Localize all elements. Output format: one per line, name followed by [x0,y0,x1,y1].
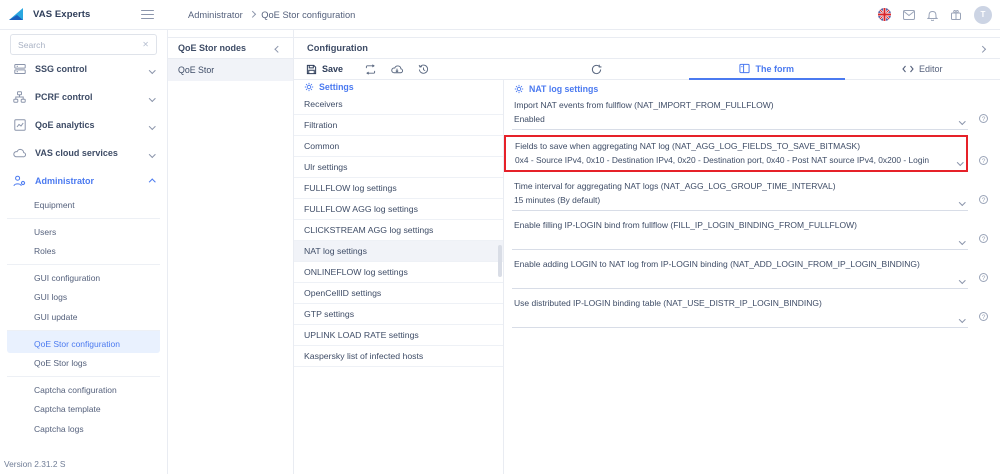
chevron-icon [150,64,155,74]
mail-icon[interactable] [903,10,915,20]
settings-list [294,94,503,367]
clear-search-icon[interactable]: ✕ [142,40,149,49]
sidebar-item-vas-cloud-services[interactable]: VAS cloud services [0,139,167,167]
settings-item-nat-log-settings[interactable]: NAT log settings [294,241,503,262]
settings-item-fullflow-log-settings[interactable]: FULLFLOW log settings [294,178,503,199]
chevron-icon [150,148,155,158]
topbar-brand-area [0,0,168,29]
save-icon [306,64,317,75]
save-button[interactable]: Save [306,64,343,75]
nodes-panel-title: QoE Stor nodes [178,43,247,53]
help-icon[interactable]: ? [968,156,990,172]
form-field-fields-to-save-when-aggregating-nat-log-nat-agg-log-fields-to-save-bitmask[interactable] [512,135,990,172]
breadcrumb-item-administrator[interactable]: Administrator [188,9,243,20]
settings-item-filtration[interactable]: Filtration [294,115,503,136]
sidebar-nav [0,55,167,195]
topbar [0,0,1000,30]
vas-experts-logo-icon [8,7,28,22]
form-field-use-distributed-ip-login-binding-table-nat-use-distr-ip-login-binding[interactable] [512,294,990,328]
settings-item-receivers[interactable]: Receivers [294,94,503,115]
settings-item-ulr-settings[interactable]: Ulr settings [294,157,503,178]
sidebar-item-gui-configuration[interactable]: GUI configuration [7,264,160,287]
nodes-panel [168,30,294,474]
field-label: Enable adding LOGIN to NAT log from IP-LOGIN binding (NAT_ADD_LOGIN_FROM_IP_LOGIN_BINDING) [514,259,920,269]
form-field-enable-filling-ip-login-bind-from-fullflow-fill-ip-login-binding-from-fullflow[interactable] [512,216,990,250]
field-value [514,234,966,245]
help-icon[interactable]: ? [968,195,990,211]
repeat-icon[interactable] [365,64,376,75]
brand[interactable] [8,7,90,22]
sidebar-item-administrator[interactable]: Administrator [0,167,167,195]
content-row [294,80,1000,474]
section-icon [13,119,26,131]
gear-icon [304,82,314,92]
field-value: 0x4 - Source IPv4, 0x10 - Destination IPv4, 0x20 - Destination port, 0x40 - Post NAT source IPv4, 0x200 - Login [515,155,929,165]
topbar-icons [878,6,992,24]
chevron-icon [150,120,155,130]
expand-panel-icon[interactable] [977,40,988,56]
configuration-header [294,37,1000,59]
hamburger-menu-icon[interactable] [139,8,156,22]
settings-nav [294,80,504,474]
sidebar-item-captcha-logs[interactable]: Captcha logs [34,424,84,434]
main-panel [294,30,1000,474]
form-field-enable-adding-login-to-nat-log-from-ip-login-binding-nat-add-login-from-ip-login-binding[interactable] [512,255,990,289]
section-icon [13,175,26,187]
settings-item-kaspersky-list-of-infected-hosts[interactable]: Kaspersky list of infected hosts [294,346,503,367]
sidebar-item-pcrf-control[interactable]: PCRF control [0,83,167,111]
chevron-icon [150,92,155,102]
topbar-main-area [168,0,1000,29]
toolbar-icons [365,64,429,75]
settings-item-clickstream-agg-log-settings[interactable]: CLICKSTREAM AGG log settings [294,220,503,241]
history-icon[interactable] [418,64,429,75]
settings-item-onlineflow-log-settings[interactable]: ONLINEFLOW log settings [294,262,503,283]
toolbar [294,59,1000,80]
refresh-icon[interactable] [591,64,602,75]
sidebar-item-equipment[interactable]: Equipment [34,200,75,210]
node-item-qoe-stor[interactable]: QoE Stor [168,59,293,81]
brand-name: VAS Experts [33,9,91,20]
field-value: Enabled [514,114,545,124]
scrollbar-thumb[interactable] [498,245,502,277]
field-label: Import NAT events from fullflow (NAT_IMPORT_FROM_FULLFLOW) [514,100,774,110]
sidebar-item-qoe-stor-logs[interactable]: QoE Stor logs [34,358,87,368]
field-value [514,312,966,323]
sidebar-item-captcha-configuration[interactable]: Captcha configuration [7,376,160,399]
tab-editor[interactable]: Editor [845,59,1000,80]
sidebar-item-qoe-stor-configuration[interactable]: QoE Stor configuration [7,330,160,353]
chevron-icon [150,176,155,186]
settings-nav-header: Settings [294,80,503,94]
section-icon [13,63,26,75]
avatar[interactable]: T [974,6,992,24]
tab-icon [902,64,914,74]
gear-icon [514,84,524,94]
language-flag-icon[interactable] [878,8,891,21]
sidebar-item-captcha-template[interactable]: Captcha template [34,404,101,414]
field-label: Time interval for aggregating NAT logs (NAT_AGG_LOG_GROUP_TIME_INTERVAL) [514,181,836,191]
gift-icon[interactable] [950,9,962,21]
refresh-zone [504,59,689,79]
settings-item-gtp-settings[interactable]: GTP settings [294,304,503,325]
page-title: Configuration [307,43,368,53]
nodes-panel-header [168,37,293,59]
form-field-time-interval-for-aggregating-nat-logs-nat-agg-log-group-time-interval[interactable] [512,177,990,211]
collapse-panel-icon[interactable] [273,40,284,56]
settings-form [504,80,1000,474]
help-icon[interactable]: ? [968,234,990,250]
tab-list [689,59,1000,79]
sidebar [0,30,168,474]
search-input[interactable] [18,40,138,50]
field-value [514,273,966,284]
breadcrumb [188,10,355,20]
bell-icon[interactable] [927,9,938,21]
settings-item-opencellid-settings[interactable]: OpenCellID settings [294,283,503,304]
help-icon[interactable]: ? [968,114,990,130]
tab-the-form[interactable]: The form [689,59,845,80]
tabs-area [504,59,1000,79]
tab-icon [739,63,750,74]
section-icon [13,91,26,103]
sidebar-item-qoe-analytics[interactable]: QoE analytics [0,111,167,139]
cloud-download-icon[interactable] [391,64,403,75]
form-header: NAT log settings [512,82,990,96]
sidebar-search [10,34,157,55]
sidebar-item-gui-update[interactable]: GUI update [34,312,78,322]
field-label: Fields to save when aggregating NAT log (NAT_AGG_LOG_FIELDS_TO_SAVE_BITMASK) [515,141,861,151]
help-icon[interactable]: ? [968,312,990,328]
nodes-list [168,59,293,81]
breadcrumb-item-qoe-stor-configuration[interactable]: QoE Stor configuration [261,9,356,20]
breadcrumb-separator-icon [249,11,255,17]
settings-item-uplink-load-rate-settings[interactable]: UPLINK LOAD RATE settings [294,325,503,346]
sidebar-item-roles[interactable]: Roles [34,246,56,256]
settings-item-common[interactable]: Common [294,136,503,157]
help-icon[interactable]: ? [968,273,990,289]
form-fields [512,96,990,328]
field-label: Enable filling IP-LOGIN bind from fullflow (FILL_IP_LOGIN_BINDING_FROM_FULLFLOW) [514,220,857,230]
form-field-import-nat-events-from-fullflow-nat-import-from-fullflow[interactable] [512,96,990,130]
sidebar-item-ssg-control[interactable]: SSG control [0,55,167,83]
field-label: Use distributed IP-LOGIN binding table (NAT_USE_DISTR_IP_LOGIN_BINDING) [514,298,822,308]
section-icon [13,148,26,158]
version-label: Version 2.31.2 S [4,459,66,469]
sidebar-item-users[interactable]: Users [7,218,160,241]
toolbar-left [294,59,504,79]
sidebar-subnav [0,195,167,439]
field-value: 15 minutes (By default) [514,195,601,205]
settings-item-fullflow-agg-log-settings[interactable]: FULLFLOW AGG log settings [294,199,503,220]
sidebar-item-gui-logs[interactable]: GUI logs [34,292,68,302]
